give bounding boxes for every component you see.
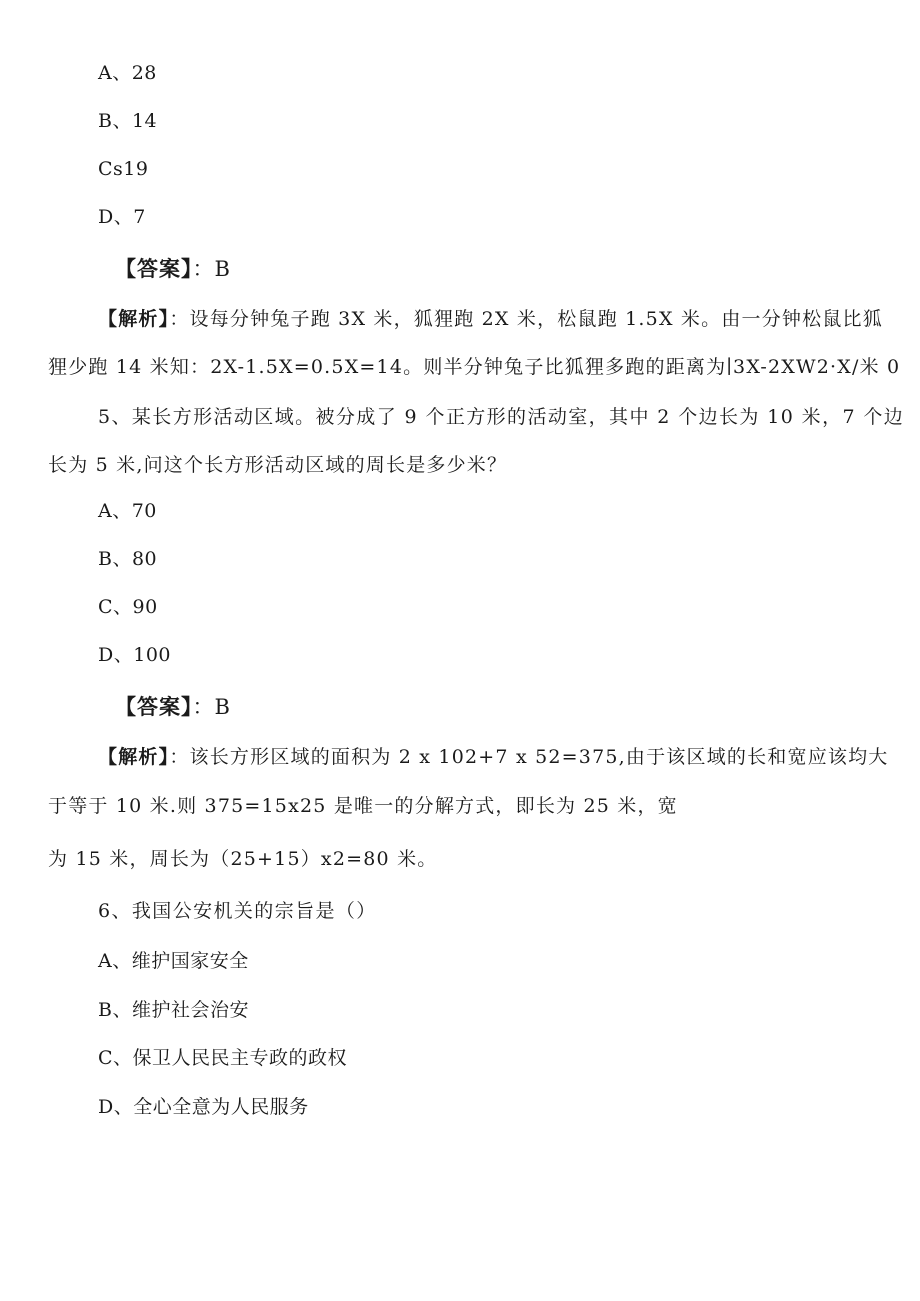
analysis-text: ：设每分钟兔子跑 3X 米，狐狸跑 2X 米，松鼠跑 1.5X 米。由一分钟松鼠比狐	[169, 308, 883, 330]
q5-analysis-line-1	[98, 744, 889, 770]
q4-analysis-line-2: 狸少跑 14 米知：2X-1.5X=0.5X=14。则半分钟兔子比狐狸多跑的距离为∣3X-2XW2·X/米 0	[48, 356, 901, 378]
q4-answer	[115, 256, 231, 282]
q5-question-line-1: 5、某长方形活动区域。被分成了 9 个正方形的活动室，其中 2 个边长为 10 米，7 个边	[98, 406, 905, 428]
q5-option-c: C、90	[98, 596, 158, 618]
q5-question-line-2: 长为 5 米,问这个长方形活动区域的周长是多少米？	[48, 454, 508, 476]
q4-option-a: A、28	[98, 62, 157, 84]
answer-label: 【答案】	[115, 695, 193, 719]
q4-analysis-line-1	[98, 306, 883, 332]
q6-option-c: C、保卫人民民主专政的政权	[98, 1047, 348, 1069]
q5-option-a: A、70	[98, 500, 157, 522]
q4-option-b: B、14	[98, 110, 158, 132]
analysis-label: 【解析】	[98, 746, 170, 768]
analysis-text: ：该长方形区域的面积为 2 x 102+7 x 52=375,由于该区域的长和宽应该均大	[169, 746, 889, 768]
q5-option-b: B、80	[98, 548, 158, 570]
q5-analysis-line-2: 于等于 10 米.则 375=15x25 是唯一的分解方式，即长为 25 米，宽	[48, 795, 678, 817]
answer-value: ：B	[192, 695, 231, 719]
q6-option-d: D、全心全意为人民服务	[98, 1096, 309, 1118]
q6-question: 6、我国公安机关的宗旨是（）	[98, 900, 377, 922]
q5-analysis-line-3: 为 15 米，周长为（25+15）x2=80 米。	[48, 848, 438, 870]
answer-value: ：B	[192, 257, 231, 281]
q4-option-d: D、7	[98, 206, 146, 228]
q6-option-b: B、维护社会治安	[98, 999, 249, 1021]
analysis-label: 【解析】	[98, 308, 170, 330]
q4-option-c: Cs19	[98, 158, 149, 180]
q6-option-a: A、维护国家安全	[98, 950, 249, 972]
q5-answer	[115, 694, 231, 720]
q5-option-d: D、100	[98, 644, 171, 666]
answer-label: 【答案】	[115, 257, 193, 281]
